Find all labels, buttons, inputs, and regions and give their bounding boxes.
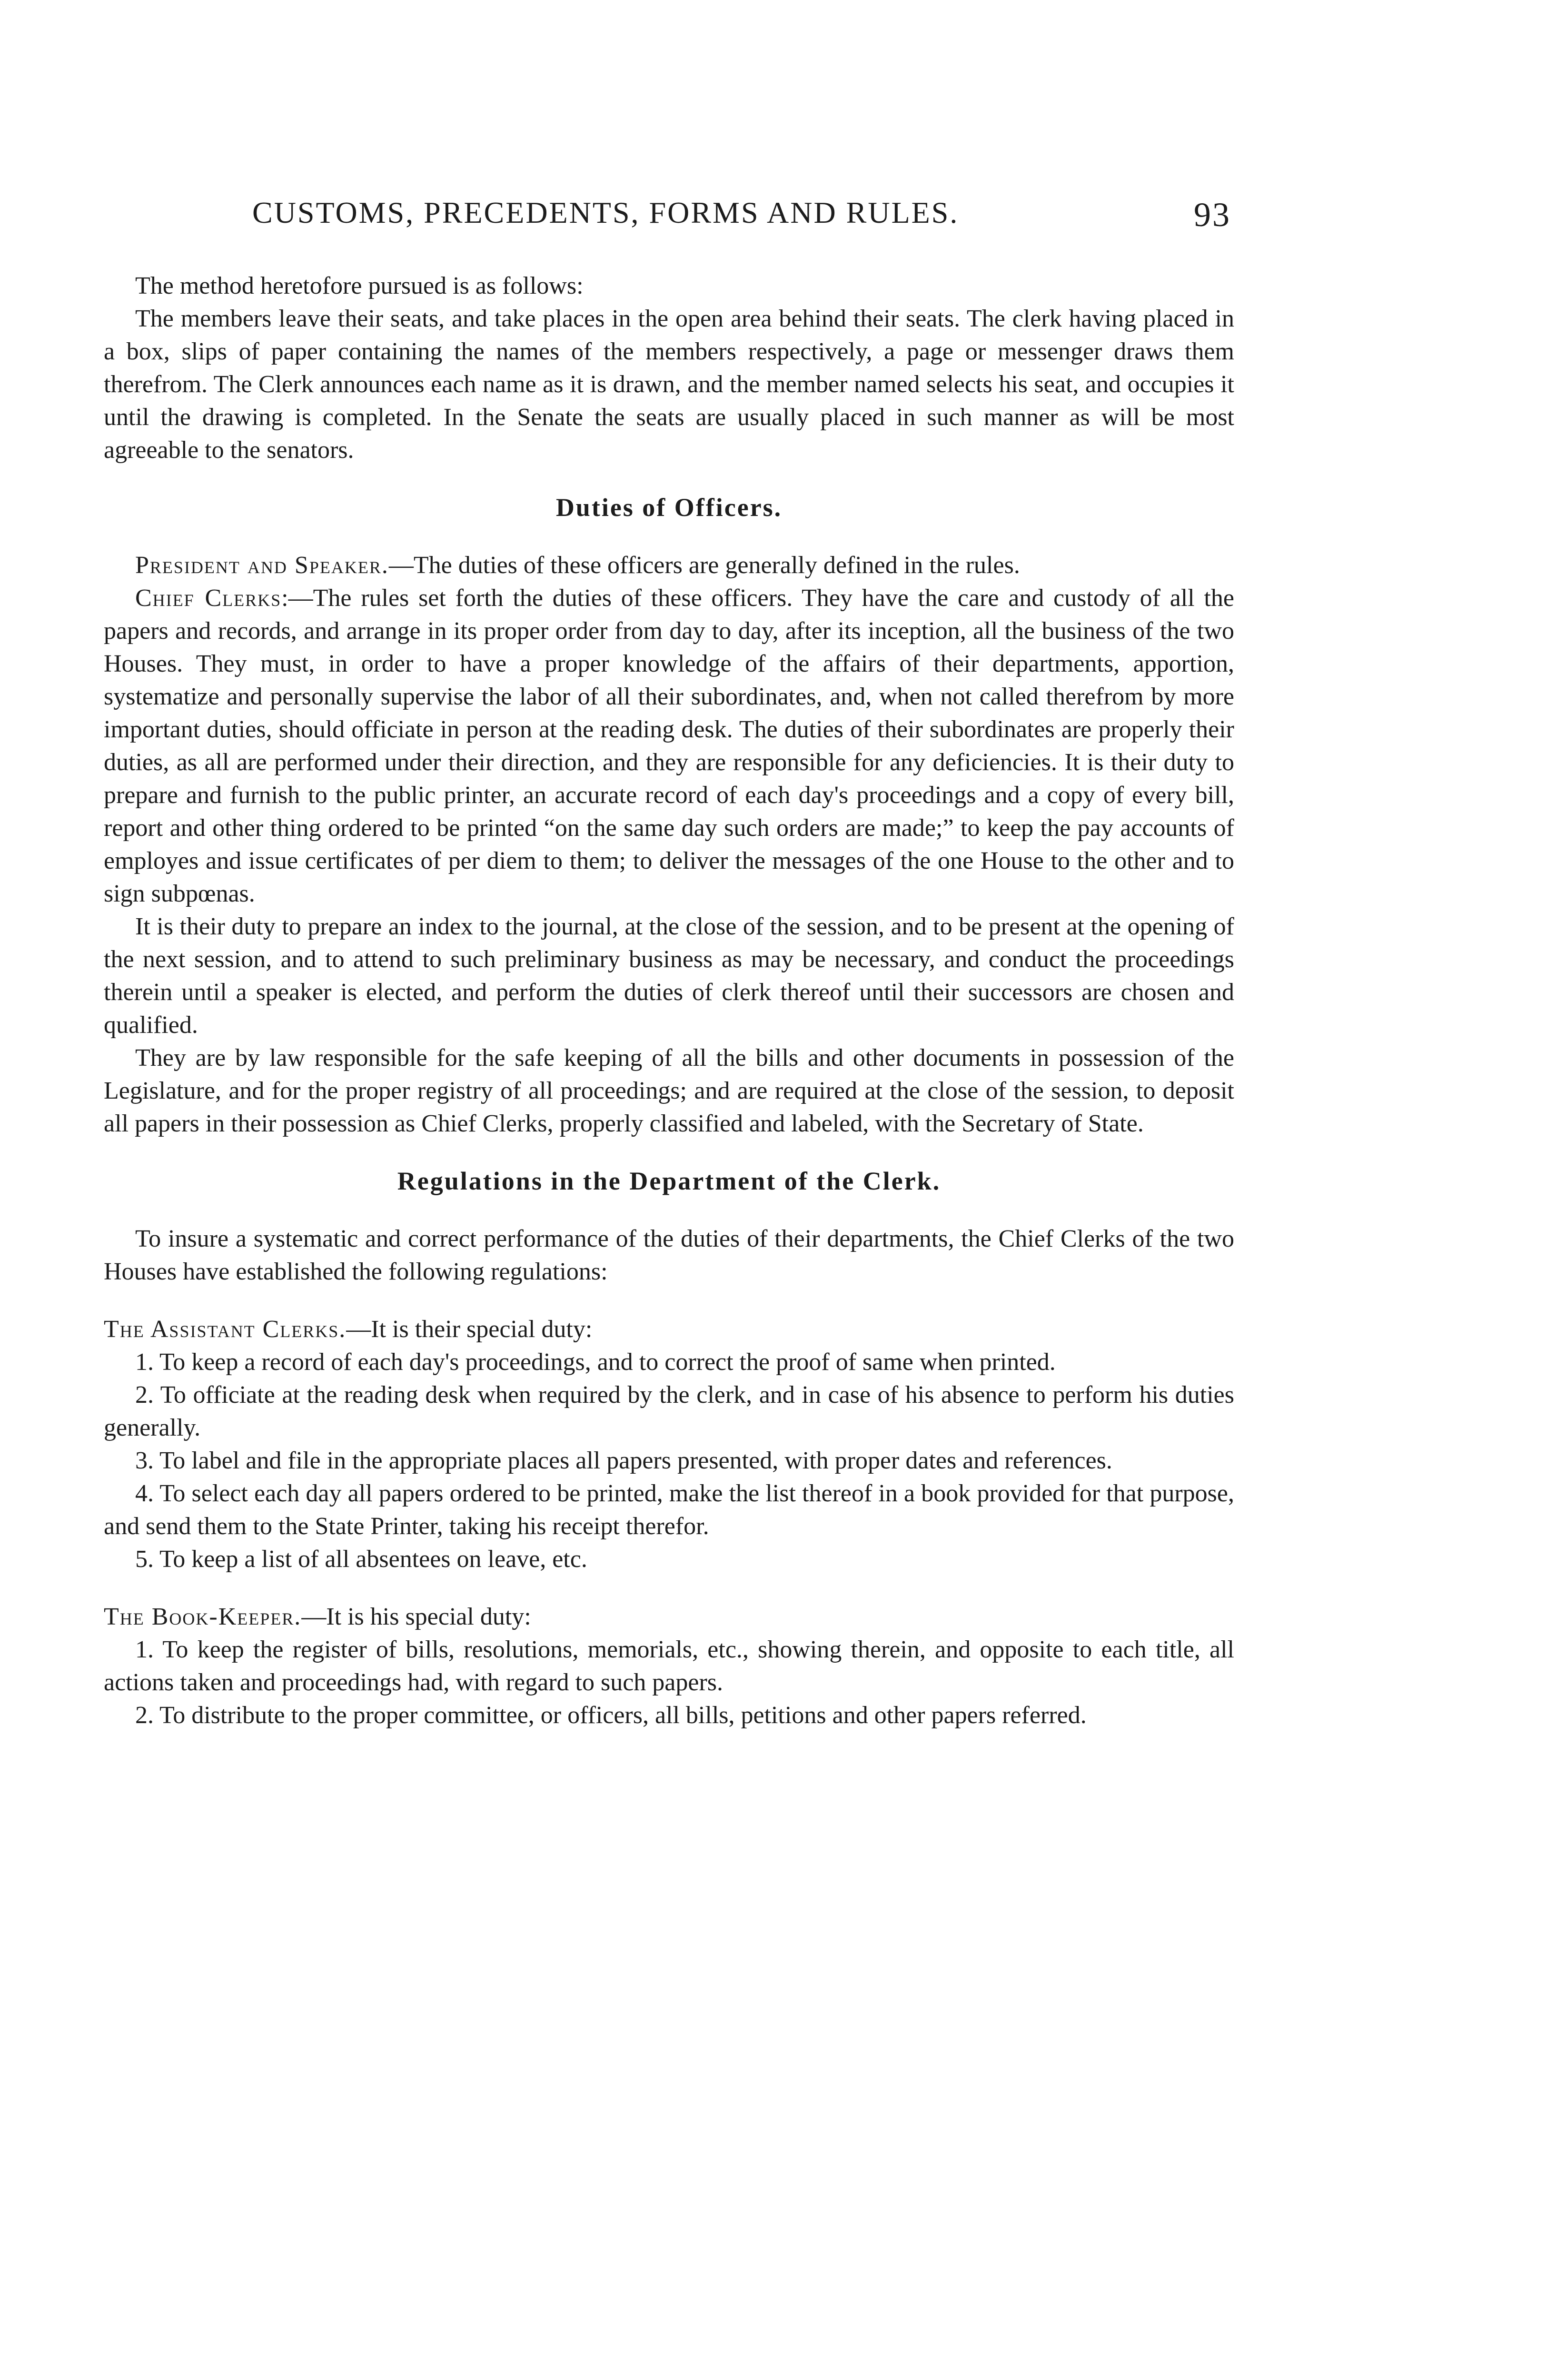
section-heading: Duties of Officers.	[555, 493, 783, 522]
list-item: 5. To keep a list of all absentees on leave, etc.	[135, 1546, 587, 1573]
running-title: CUSTOMS, PRECEDENTS, FORMS AND RULES.	[252, 196, 959, 229]
run-in-heading: Chief Clerks	[135, 585, 282, 612]
paragraph: The members leave their seats, and take places in the open area behind their seats. The clerk having placed in a box, slips of paper containing the names of the members respectively, a page or messenger draws them therefrom. The Clerk announces each name as it is drawn, and the member named selects his seat, and occupies it until the drawing is completed. In the Senate the seats are usually placed in such manner as will be most agreeable to the senators.	[104, 305, 1234, 464]
list-item: 1. To keep a record of each day's proceedings, and to correct the proof of same when printed.	[135, 1349, 1056, 1376]
paragraph: They are by law responsible for the safe keeping of all the bills and other documents in possession of the Legislature, and for the proper registry of all proceedings; and are required at the close of the session, to deposit all papers in their possession as Chief Clerks, properly classified and labeled, with the Secretary of State.	[104, 1044, 1234, 1137]
paragraph-text: —It is his special duty:	[301, 1603, 531, 1630]
paragraph: To insure a systematic and correct performance of the duties of their departments, the Chief Clerks of the two Houses have established the following regulations:	[104, 1225, 1234, 1285]
run-in-heading: The Assistant Clerks.	[104, 1316, 347, 1343]
paragraph	[104, 549, 1234, 582]
list-item: 1. To keep the register of bills, resolutions, memorials, etc., showing therein, and opposite to each title, all actions taken and proceedings had, with regard to such papers.	[104, 1636, 1234, 1696]
run-in-heading: President and Speaker.	[135, 552, 389, 579]
run-in-heading: The Book-Keeper.	[104, 1603, 302, 1630]
paragraph-text: —It is their special duty:	[346, 1316, 593, 1343]
paragraph-text: —The duties of these officers are generally defined in the rules.	[388, 552, 1020, 579]
document-page	[104, 195, 1234, 1732]
paragraph: It is their duty to prepare an index to the journal, at the close of the session, and to be present at the opening of the next session, and to attend to such preliminary business as may be necessary, and conduct the proceedings therein until a speaker is elected, and perform the duties of clerk thereof until their successors are chosen and qualified.	[104, 913, 1234, 1039]
paragraph-text: :—The rules set forth the duties of these officers. They have the care and custody of all the papers and records, and arrange in its proper order from day to day, after its inception, all the business of the two Houses. They must, in order to have a proper knowledge of the affairs of their departments, apportion, systematize and personally supervise the labor of all their subordinates, and, when not called therefrom by more important duties, should officiate in person at the reading desk. The duties of their subordinates are properly their duties, as all are performed under their direction, and they are responsible for any deficiencies. It is their duty to prepare and furnish to the public printer, an accurate record of each day's proceedings and a copy of every bill, report and other thing ordered to be printed “on the same day such orders are made;” to keep the pay accounts of employes and issue certificates of per diem to them; to deliver the messages of the one House to the other and to sign subpœnas.	[104, 585, 1234, 907]
list-item: 3. To label and file in the appropriate places all papers presented, with proper dates and references.	[135, 1447, 1112, 1474]
list-item: 2. To officiate at the reading desk when required by the clerk, and in case of his absence to perform his duties generally.	[104, 1381, 1234, 1441]
paragraph	[104, 1600, 1234, 1633]
running-head	[104, 195, 1234, 238]
page-number: 93	[1194, 196, 1231, 234]
paragraph	[104, 582, 1234, 910]
list-item: 2. To distribute to the proper committee, or officers, all bills, petitions and other papers referred.	[135, 1702, 1087, 1729]
body-text	[104, 269, 1234, 1732]
paragraph: The method heretofore pursued is as follows:	[135, 272, 584, 299]
list-item: 4. To select each day all papers ordered to be printed, make the list thereof in a book provided for that purpose, and send them to the State Printer, taking his receipt therefor.	[104, 1480, 1234, 1540]
section-heading: Regulations in the Department of the Clerk.	[397, 1167, 941, 1195]
paragraph	[104, 1313, 1234, 1346]
